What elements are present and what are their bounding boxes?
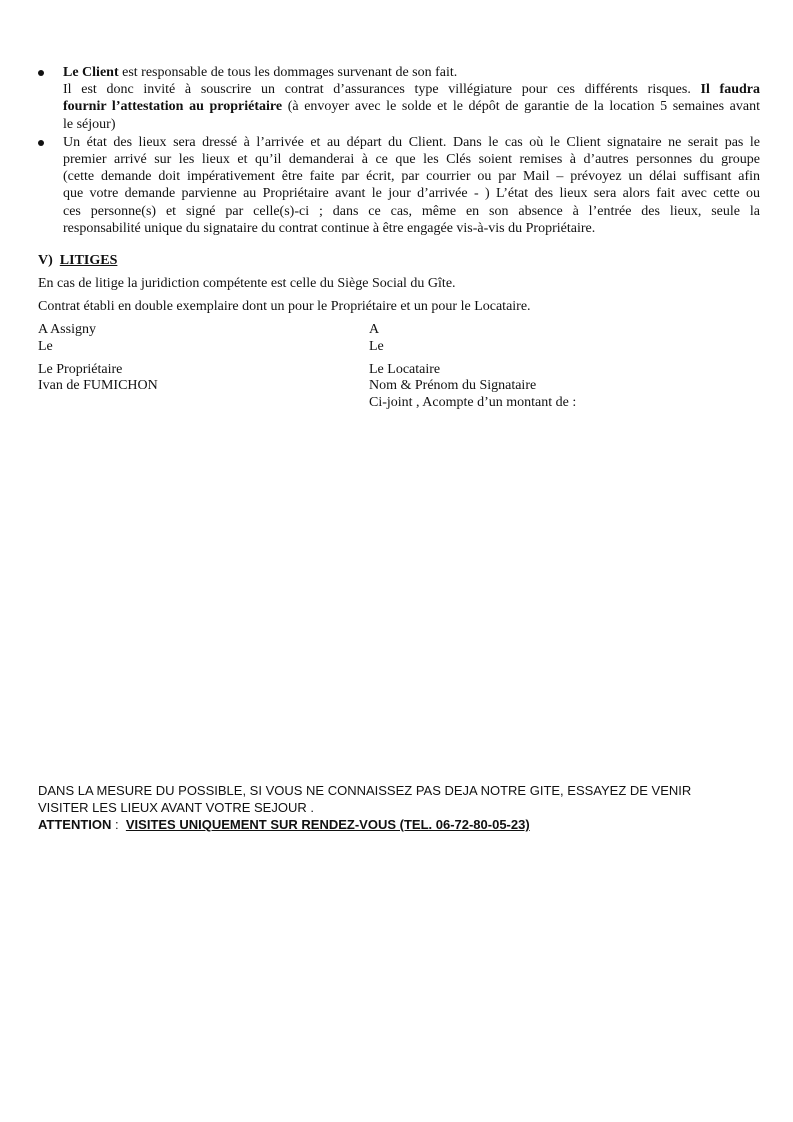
tenant-role: Le Locataire (369, 362, 441, 377)
bullet-icon (38, 140, 44, 146)
paragraph: En cas de litige la juridiction compétente est celle du Siège Social du Gîte. (38, 276, 456, 291)
text-line: responsabilité unique du signataire du contrat continue à être engagée vis-à-vis du Propriétaire. (63, 220, 596, 236)
bold-text: Le Client (63, 65, 119, 80)
bold-text: Il faudra (700, 82, 760, 98)
tenant-date: Le (369, 339, 384, 354)
text: Il est donc invité à souscrire un contrat d’assurances type villégiature pour ces différents risques. (63, 82, 691, 98)
deposit-note: Ci-joint , Acompte d’un montant de : (369, 395, 577, 410)
text-line (63, 81, 760, 98)
text-line: ces personne(s) et signé par celle(s)-ci ; dans ce cas, même en son absence à l’entrée des lieux, seule la (63, 203, 760, 219)
owner-place: A Assigny (38, 322, 96, 337)
text-line (63, 64, 760, 81)
bullet-icon (38, 70, 44, 76)
notice-line: VISITER LES LIEUX AVANT VOTRE SEJOUR . (38, 800, 314, 815)
owner-role: Le Propriétaire (38, 362, 123, 377)
notice-line: DANS LA MESURE DU POSSIBLE, SI VOUS NE CONNAISSEZ PAS DEJA NOTRE GITE, ESSAYEZ DE VENIR (38, 783, 692, 798)
notice-line (38, 816, 758, 833)
conditions-list (38, 64, 760, 237)
appointment-phone: VISITES UNIQUEMENT SUR RENDEZ-VOUS (TEL. 06-72-80-05-23) (125, 817, 530, 832)
list-item (38, 134, 760, 237)
text-line: (cette demande doit impérativement être faite par écrit, par courrier ou par Mail – prévoyez un délai suffisant afin (63, 169, 760, 185)
bold-text: fournir l’attestation au propriétaire (63, 99, 283, 115)
tenant-name: Nom & Prénom du Signataire (369, 378, 537, 393)
tenant-place: A (369, 322, 380, 337)
paragraph: Contrat établi en double exemplaire dont un pour le Propriétaire et un pour le Locataire. (38, 299, 531, 314)
section-heading (38, 252, 117, 270)
section-title: LITIGES (59, 253, 118, 268)
text-line: que votre demande parvienne au Propriétaire avant le jour d’arrivée - ) L’état des lieux sera alors fait avec cette ou (63, 186, 760, 202)
owner-name: Ivan de FUMICHON (38, 378, 158, 393)
attention-label: ATTENTION (38, 817, 112, 832)
text-line: le séjour) (63, 116, 116, 132)
text-line (63, 98, 760, 115)
owner-date: Le (38, 339, 53, 354)
visit-notice (38, 782, 758, 833)
text: est responsable de tous les dommages survenant de son fait. (118, 65, 458, 80)
text-line: Un état des lieux sera dressé à l’arrivée et au départ du Client. Dans le cas où le Client signataire ne serait pas le (63, 134, 760, 150)
text-line: premier arrivé sur les lieux et qu’il demanderai à ce que les Clés soient remises à d’autres personnes du groupe (63, 152, 760, 168)
attention-separator: : (111, 817, 126, 832)
list-item (38, 64, 760, 133)
section-number: V) (38, 253, 53, 268)
text: (à envoyer avec le solde et le dépôt de garantie de la location 5 semaines avant (282, 99, 760, 115)
